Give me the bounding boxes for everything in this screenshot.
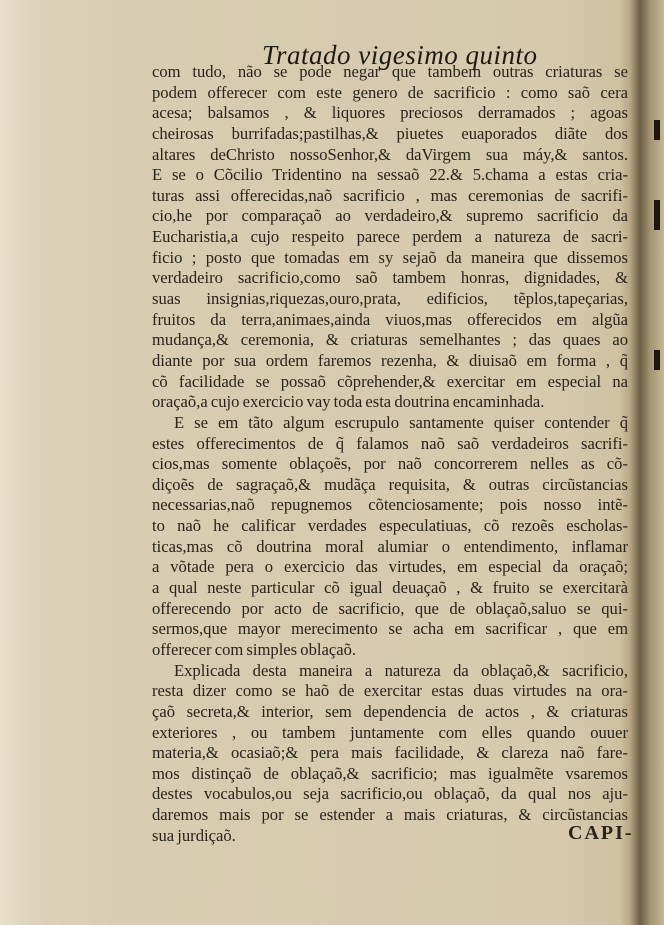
text-line: mos distinçaõ de oblaçaõ,& sacrificio; mas igualmẽte vsaremos	[152, 763, 628, 783]
book-edge-mark	[654, 200, 660, 230]
text-line: exteriores , ou tambem juntamente com elles quando ouuer	[152, 722, 628, 742]
text-line: altares deChristo nossoSenhor,& daVirgem sua máy,& santos.	[152, 144, 628, 164]
text-line: to naõ he calificar verdades especulatiuas, cõ rezoẽs escholas-	[152, 516, 628, 536]
text-line: ficio ; posto que tomadas em sy sejaõ da maneira que dissemos	[152, 247, 628, 267]
text-line: sua jurdiçaõ.	[152, 825, 236, 845]
text-line: Eucharistia,a cujo respeito parece perdem a natureza de sacri-	[152, 227, 628, 247]
text-line: fruitos da terra,animaes,ainda viuos,mas offerecidos em algũa	[152, 309, 628, 329]
book-edge-mark	[654, 120, 660, 140]
text-line: verdadeiro sacrificio,como saõ tambem honras, dignidades, &	[152, 268, 628, 288]
text-line: necessarias,naõ repugnemos cõtenciosamente; pois nosso intẽ-	[152, 495, 628, 515]
text-line: ticas,mas cõ doutrina moral alumiar o entendimento, inflamar	[152, 536, 628, 556]
text-line: resta dizer como se haõ de exercitar estas duas virtudes na ora-	[152, 681, 628, 701]
text-line: cheirosas burrifadas;pastilhas,& piuetes euaporados diãte dos	[152, 123, 628, 143]
text-line: destes vocabulos,ou seja sacrificio,ou oblaçaõ, da qual nos aju-	[152, 784, 628, 804]
text-line: çaõ secreta,& interior, sem dependencia de actos , & criaturas	[152, 701, 628, 721]
body-text	[152, 62, 628, 846]
book-edge-mark	[654, 350, 660, 370]
page-margin-left	[0, 0, 40, 925]
text-line: Explicada desta maneira a natureza da oblaçaõ,& sacrificio,	[174, 660, 628, 680]
text-line: E se em tãto algum escrupulo santamente quiser contender q̃	[174, 412, 628, 432]
text-line: diante por sua ordem faremos rezenha, & diuisaõ em forma , q̃	[152, 350, 628, 370]
text-line: cio,he por comparaçaõ ao verdadeiro,& supremo sacrificio da	[152, 206, 628, 226]
text-line: a võtade pera o exercicio das virtudes, em especial da oraçaõ;	[152, 557, 628, 577]
text-line: daremos mais por se estender a mais criaturas, & circũstancias	[152, 805, 628, 825]
running-head: Tratado vigesimo quinto	[262, 40, 538, 70]
text-line: offerecendo por acto de sacrificio, que de oblaçaõ,saluo se qui-	[152, 598, 628, 618]
text-line: cios,mas somente oblaçoẽs, por naõ concorrerem nelles as cõ-	[152, 454, 628, 474]
text-line: sermos,que mayor merecimento se acha em sacrificar , que em	[152, 619, 628, 639]
text-line: com tudo, não se pode negar que tambem outras criaturas se	[152, 62, 628, 81]
text-line: offerecer com simples oblaçaõ.	[152, 639, 357, 659]
text-line: oraçaõ,a cujo exercicio vay toda esta doutrina encaminhada.	[152, 392, 545, 412]
text-line: estes offerecimentos de q̃ falamos naõ saõ verdadeiros sacrifi-	[152, 433, 628, 453]
text-line: diçoẽs de sagraçaõ,& mudãça requisita, & outras circũstancias	[152, 474, 628, 494]
text-line: suas insignias,riquezas,ouro,prata, edificios, tẽplos,tapeçarias,	[152, 289, 628, 309]
text-line: a qual neste particular cõ igual deuaçaõ , & fruito se exercitarà	[152, 578, 628, 598]
text-line: E se o Cõcilio Tridentino na sessaõ 22.& 5.chama a estas cria-	[152, 165, 628, 185]
text-line: turas assi offerecidas,naõ sacrificio , mas ceremonias de sacrifi-	[152, 185, 628, 205]
text-line: materia,& ocasiaõ;& pera mais facilidade, & clareza naõ fare-	[152, 743, 628, 763]
text-line: podem offerecer com este genero de sacrificio : como saõ cera	[152, 82, 628, 102]
text-line: mudança,& ceremonia, & criaturas semelhantes ; das quaes ao	[152, 330, 628, 350]
catchword: CAPI-	[568, 822, 634, 844]
text-line: cõ facilidade se possaõ cõprehender,& exercitar em especial na	[152, 371, 628, 391]
text-line: acesa; balsamos , & liquores preciosos derramados ; agoas	[152, 103, 628, 123]
